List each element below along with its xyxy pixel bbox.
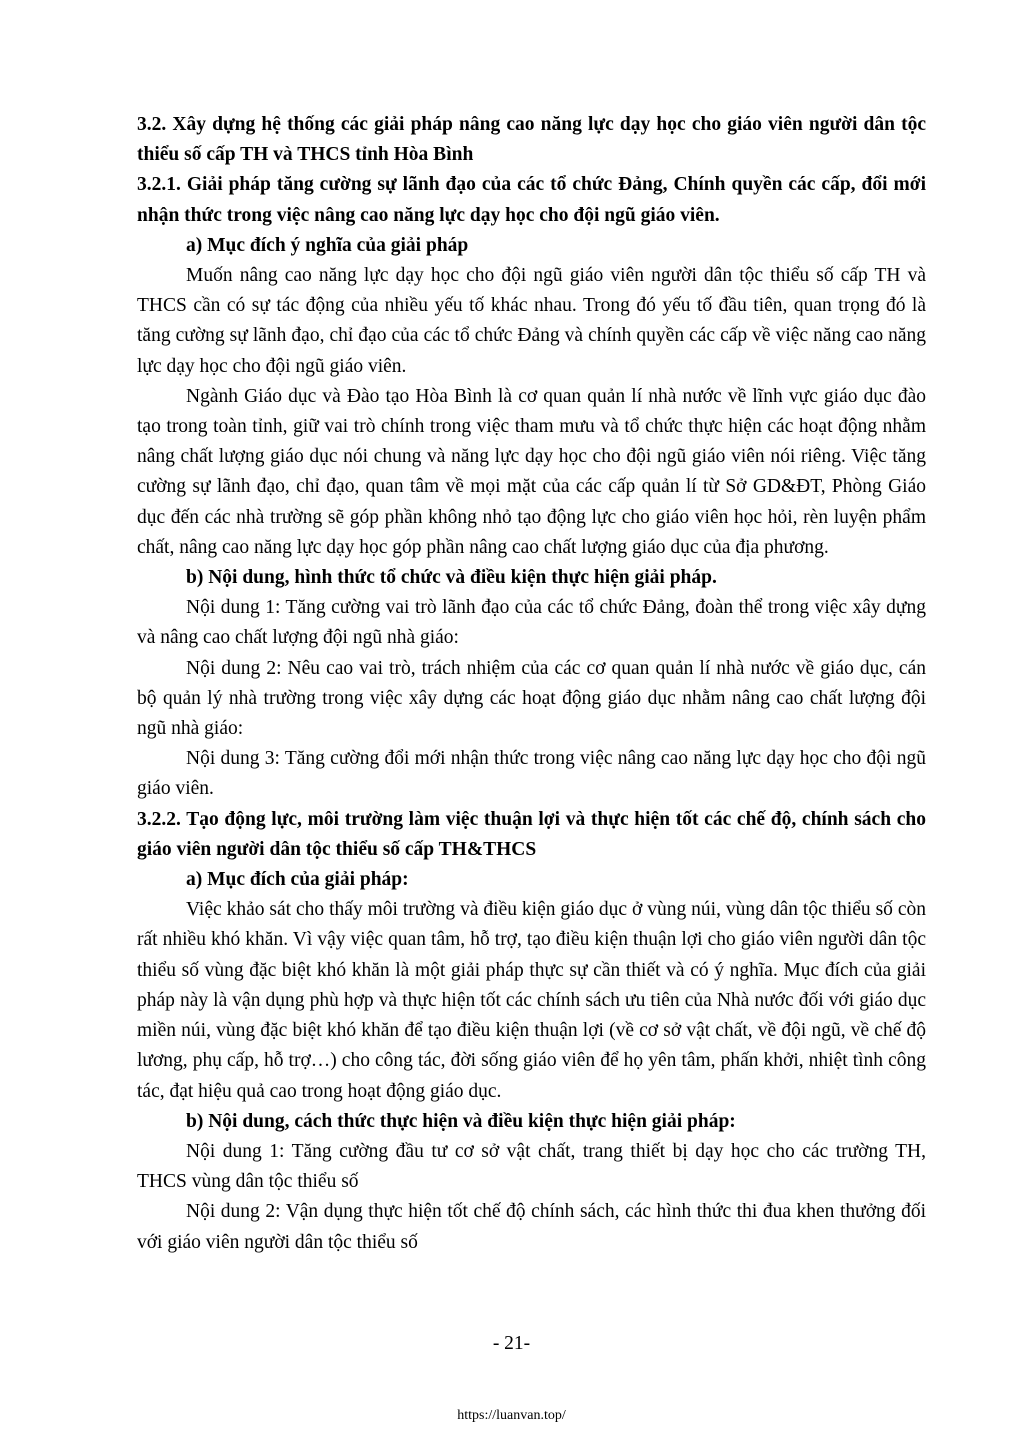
- paragraph: Ngành Giáo dục và Đào tạo Hòa Bình là cơ quan quản lí nhà nước về lĩnh vực giáo dục đào tạo trong toàn tỉnh, giữ vai trò chính trong việc tham mưu và tổ chức thực hiện các hoạt động nhằm nâng chất lượng giáo dục nói chung và năng lực dạy học cho đội ngũ giáo viên nói riêng. Việc tăng cường sự lãnh đạo, chỉ đạo, quan tâm về mọi mặt của các cấp quản lí từ Sở GD&ĐT, Phòng Giáo dục đến các nhà trường sẽ góp phần không nhỏ tạo động lực cho giáo viên học hỏi, rèn luyện phẩm chất, nâng cao năng lực dạy học góp phần nâng cao chất lượng giáo dục của địa phương.: [137, 385, 926, 558]
- subsection-heading-3-2-1: 3.2.1. Giải pháp tăng cường sự lãnh đạo của các tổ chức Đảng, Chính quyền các cấp, đổi mới nhận thức trong việc nâng cao năng lực dạy học cho đội ngũ giáo viên.: [137, 174, 926, 226]
- content-item: Nội dung 1: Tăng cường đầu tư cơ sở vật chất, trang thiết bị dạy học cho các trường TH, THCS vùng dân tộc thiểu số: [137, 1140, 926, 1193]
- footer-url: https://luanvan.top/: [457, 1408, 566, 1423]
- subsection-heading-3-2-2: 3.2.2. Tạo động lực, môi trường làm việc thuận lợi và thực hiện tốt các chế độ, chính sách cho giáo viên người dân tộc thiểu số cấp TH&THCS: [137, 808, 926, 860]
- part-b-heading: b) Nội dung, hình thức tổ chức và điều kiện thực hiện giải pháp.: [186, 567, 717, 589]
- part-b-heading: b) Nội dung, cách thức thực hiện và điều kiện thực hiện giải pháp:: [186, 1110, 736, 1132]
- page-number: - 21-: [492, 1333, 531, 1354]
- content-item: Nội dung 2: Vận dụng thực hiện tốt chế độ chính sách, các hình thức thi đua khen thưởng đối với giáo viên người dân tộc thiểu số: [137, 1201, 926, 1253]
- part-a-heading: a) Mục đích của giải pháp:: [186, 869, 409, 891]
- document-body: [137, 110, 926, 1258]
- paragraph: Việc khảo sát cho thấy môi trường và điều kiện giáo dục ở vùng núi, vùng dân tộc thiểu số còn rất nhiều khó khăn. Vì vậy việc quan tâm, hỗ trợ, tạo điều kiện thuận lợi cho giáo viên người dân tộc thiểu số vùng đặc biệt khó khăn là một giải pháp thực sự cần thiết và có ý nghĩa. Mục đích của giải pháp này là vận dụng phù hợp và thực hiện tốt các chính sách ưu tiên của Nhà nước đối với giáo dục miền núi, vùng đặc biệt khó khăn để tạo điều kiện thuận lợi (về cơ sở vật chất, về đội ngũ, về chế độ lương, phụ cấp, hỗ trợ…) cho công tác, đời sống giáo viên để họ yên tâm, phấn khởi, nhiệt tình công tác, đạt hiệu quả cao trong hoạt động giáo dục.: [137, 899, 926, 1102]
- section-heading: 3.2. Xây dựng hệ thống các giải pháp nâng cao năng lực dạy học cho giáo viên người dân tộc thiểu số cấp TH và THCS tỉnh Hòa Bình: [137, 114, 926, 166]
- content-item: Nội dung 2: Nêu cao vai trò, trách nhiệm của các cơ quan quản lí nhà nước về giáo dục, cán bộ quản lý nhà trường trong việc xây dựng các hoạt động giáo dục nhằm nâng cao chất lượng đội ngũ nhà giáo:: [137, 657, 926, 740]
- content-item: Nội dung 1: Tăng cường vai trò lãnh đạo của các tổ chức Đảng, đoàn thể trong việc xây dựng và nâng cao chất lượng đội ngũ nhà giáo:: [137, 597, 926, 649]
- part-a-heading: a) Mục đích ý nghĩa của giải pháp: [186, 234, 469, 256]
- paragraph: Muốn nâng cao năng lực dạy học cho đội ngũ giáo viên người dân tộc thiểu số cấp TH và THCS cần có sự tác động của nhiều yếu tố khác nhau. Trong đó yếu tố đầu tiên, quan trọng đó là tăng cường sự lãnh đạo, chỉ đạo của các tổ chức Đảng và chính quyền các cấp về việc năng cao năng lực dạy học cho đội ngũ giáo viên.: [137, 265, 926, 377]
- content-item: Nội dung 3: Tăng cường đổi mới nhận thức trong việc nâng cao năng lực dạy học cho đội ngũ giáo viên.: [137, 748, 926, 800]
